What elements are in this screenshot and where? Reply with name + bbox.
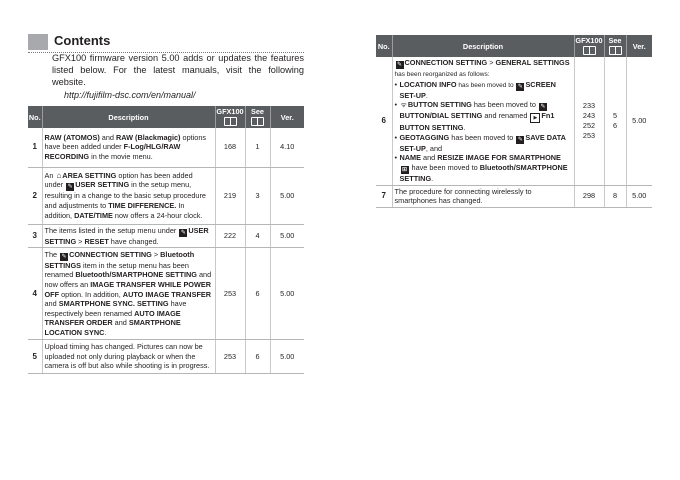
col-header-see (245, 106, 270, 128)
row-see (604, 57, 626, 185)
heading-marker (28, 34, 48, 50)
row-description: An ⌂AREA SETTING option has been added under ✎ USER SETTING in the setup menu, resulting in a change to the basic setup procedure and adjustments to TIME DIFFERENCE. In addition, DATE/TIME now offers a 24-hour clock. (42, 167, 215, 224)
table-row (28, 128, 304, 167)
row-description: ✎ CONNECTION SETTING > GENERAL SETTINGS has been reorganized as follows: • LOCATION INFO has been moved to ✎ SCREEN SET-UP. • ᯤBUTTON SETTING has been moved to ✎BUTTON/DIAL SETTING and renamed ▶ Fn1 BUTTON SETTING. • GEOTAGGING has been moved to ✎ SAVE DATA SET-UP, and • NAME and RESIZE IMAGE FOR SMARTPHONE ⊞ have been moved to Bluetooth/SMARTPHONE SETTING. (392, 57, 574, 185)
table-row (28, 248, 304, 340)
manual-book-icon (583, 46, 596, 55)
row-page: 253 (215, 248, 245, 340)
row-version: 5.00 (270, 167, 304, 224)
setup-menu-icon: ✎ (61, 253, 67, 260)
manual-url-link[interactable]: http://fujifilm-dsc.com/en/manual/ (64, 90, 196, 100)
manual-book-icon (609, 46, 622, 55)
col-header-no: No. (376, 35, 392, 57)
row-description: The items listed in the setup menu under ✎ USER SETTING > RESET have changed. (42, 224, 215, 248)
col-header-description: Description (42, 106, 215, 128)
setup-menu-icon: ✎ (517, 83, 523, 90)
manual-book-icon (224, 117, 237, 126)
col-header-gfx100 (574, 35, 604, 57)
row-version: 5.00 (270, 248, 304, 340)
row-version: 5.00 (270, 340, 304, 374)
manual-book-icon (251, 117, 264, 126)
row-description: The ✎ CONNECTION SETTING > Bluetooth SETTINGS item in the setup menu has been renamed Bluetooth/SMARTPHONE SETTING and now offers an IMAGE TRANSFER WHILE POWER OFF option. In addition, AUTO IMAGE TRANSFER and SMARTPHONE SYNC. SETTING have respectively been renamed AUTO IMAGE TRANSFER ORDER and SMARTPHONE LOCATION SYNC. (42, 248, 215, 340)
row-version: 4.10 (270, 128, 304, 167)
see-ref: 6 (612, 120, 618, 130)
row-number: 1 (28, 128, 42, 167)
row-page (574, 57, 604, 185)
col-header-ver: Ver. (270, 106, 304, 128)
see-label: See (251, 107, 264, 116)
list-item: • GEOTAGGING has been moved to ✎ SAVE DATA SET-UP, and (395, 133, 572, 154)
row-page: 168 (215, 128, 245, 167)
changes-table-left (28, 106, 304, 374)
list-item: • ᯤBUTTON SETTING has been moved to ✎BUTTON/DIAL SETTING and renamed ▶ Fn1 BUTTON SETTING. (395, 100, 572, 133)
row-see: 6 (245, 248, 270, 340)
row-page: 219 (215, 167, 245, 224)
table-row (28, 224, 304, 248)
list-item: • LOCATION INFO has been moved to ✎ SCREEN SET-UP. (395, 80, 572, 101)
setup-menu-icon: ✎ (180, 229, 186, 236)
row-version: 5.00 (270, 224, 304, 248)
table-row (28, 167, 304, 224)
contents-heading (28, 34, 304, 52)
page-ref: 253 (582, 130, 596, 140)
col-header-ver: Ver. (626, 35, 652, 57)
row-number: 7 (376, 185, 392, 207)
table-row (28, 340, 304, 374)
table-header-row (28, 106, 304, 128)
row-see: 8 (604, 185, 626, 207)
row-page: 222 (215, 224, 245, 248)
intro-paragraph: GFX100 firmware version 5.00 adds or updates the features listed below. For the latest manuals, visit the following website. (52, 53, 304, 88)
col-header-see (604, 35, 626, 57)
row-description: RAW (ATOMOS) and RAW (Blackmagic) options have been added under F-Log/HLG/RAW RECORDING in the movie menu. (42, 128, 215, 167)
table-header-row (376, 35, 652, 57)
page-ref: 233 (582, 100, 596, 110)
row-description: Upload timing has changed. Pictures can now be uploaded not only during playback or when the camera is off but also while shooting is in progress. (42, 340, 215, 374)
row-see: 4 (245, 224, 270, 248)
setup-menu-icon: ✎ (517, 136, 523, 143)
row-page: 253 (215, 340, 245, 374)
table-row (376, 57, 652, 185)
home-icon: ⌂ (56, 170, 62, 180)
gfx100-label: GFX100 (575, 36, 603, 45)
row-description: The procedure for connecting wirelessly to smartphones has changed. (392, 185, 574, 207)
row-number: 2 (28, 167, 42, 224)
row-page: 298 (574, 185, 604, 207)
col-header-gfx100 (215, 106, 245, 128)
table-row (376, 185, 652, 207)
row-number: 5 (28, 340, 42, 374)
page-ref: 243 (582, 110, 596, 120)
changes-table-right (376, 35, 652, 208)
reorganization-list (395, 80, 572, 184)
row-see: 3 (245, 167, 270, 224)
setup-menu-icon: ✎ (396, 62, 403, 68)
row-see: 6 (245, 340, 270, 374)
row-number: 4 (28, 248, 42, 340)
col-header-description: Description (392, 35, 574, 57)
gfx100-label: GFX100 (216, 107, 244, 116)
resize-icon: ⊞ (401, 166, 408, 173)
page-title: Contents (54, 33, 111, 48)
row-version: 5.00 (626, 57, 652, 185)
row-see: 1 (245, 128, 270, 167)
row-version: 5.00 (626, 185, 652, 207)
row-number: 6 (376, 57, 392, 185)
col-header-no: No. (28, 106, 42, 128)
playback-icon: ▶ (530, 113, 540, 123)
see-ref: 5 (612, 110, 618, 120)
wireless-icon: ᯤ (400, 102, 407, 110)
row-number: 3 (28, 224, 42, 248)
list-item: • NAME and RESIZE IMAGE FOR SMARTPHONE ⊞ have been moved to Bluetooth/SMARTPHONE SETTING. (395, 153, 572, 183)
setup-menu-icon: ✎ (67, 184, 73, 191)
see-label: See (608, 36, 622, 45)
setup-menu-icon: ✎ (540, 104, 546, 111)
page-ref: 252 (582, 120, 596, 130)
